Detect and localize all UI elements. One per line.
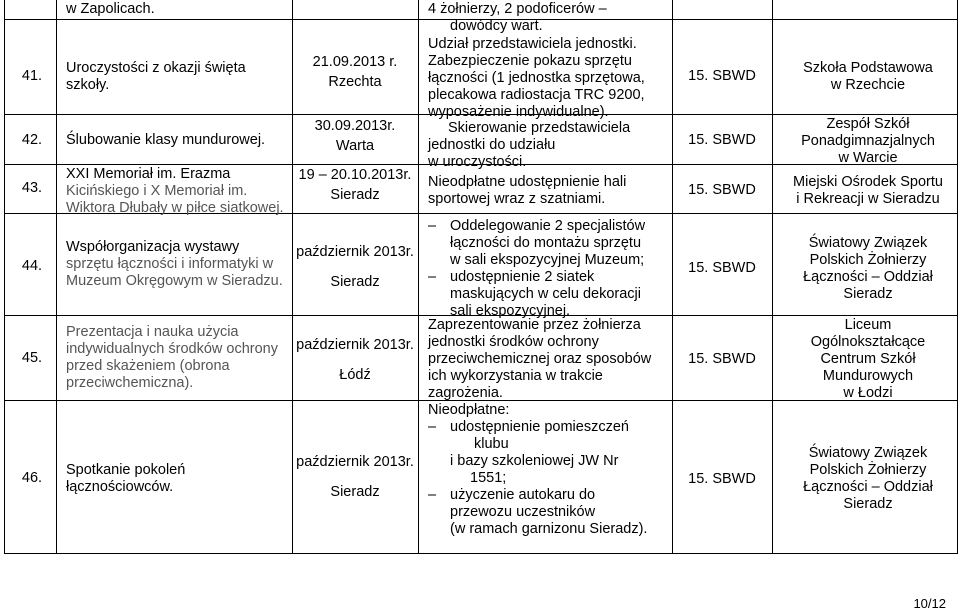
date-cell: październik 2013r. Sieradz: [296, 454, 414, 500]
event-cell: Ślubowanie klasy mundurowej.: [66, 132, 266, 148]
row-number: 44.: [21, 258, 43, 274]
row-number: 46.: [21, 470, 43, 486]
date-cell: październik 2013r. Sieradz: [296, 244, 414, 290]
scope-bullet: – udostępnienie 2 siatek maskujących w celu dekoracji sali ekspozycyjnej.: [428, 269, 672, 320]
col-line: [418, 0, 419, 554]
organizer-cell: 15. SBWD: [688, 182, 756, 198]
scope-cell: Skierowanie przedstawiciela jednostki do udziału w uroczystości.: [428, 120, 631, 170]
organizer-cell: 15. SBWD: [688, 471, 756, 487]
row-number: 41.: [21, 68, 43, 84]
scope-bullet: – udostępnienie pomieszczeń klubu i bazy szkoleniowej JW Nr 1551;: [428, 419, 672, 487]
scope-cell: [428, 218, 672, 320]
scope-cell: Zaprezentowanie przez żołnierza jednostki środków ochrony przeciwchemicznej oraz sposobów ich wykorzystania w trakcie zagrożenia.: [428, 317, 652, 401]
partner-cell: Światowy Związek Polskich Żołnierzy Łączności – Oddział Sieradz: [803, 445, 933, 512]
row-number: 45.: [21, 350, 43, 366]
partner-cell: Szkoła Podstawowa w Rzechcie: [803, 60, 933, 93]
scope-cell: Udział przedstawiciela jednostki. Zabezpieczenie pokazu sprzętu łączności (1 jednostka sprzętowa, plecakowa radiostacja TRC 9200, wyposażenie indywidualne).: [428, 36, 645, 120]
scope-cell: Nieodpłatne: – udostępnienie pomieszczeń klubu i bazy szkoleniowej JW Nr 1551; – użyczenie autokaru do przewozu uczestników (w ramach garnizonu Sieradz).: [428, 402, 672, 538]
partner-cell: Miejski Ośrodek Sportu i Rekreacji w Sieradzu: [793, 174, 943, 207]
event-cell-continued: w Zapolicach.: [66, 1, 155, 17]
partner-cell: Liceum Ogólnokształcące Centrum Szkół Mundurowych w Łodzi: [810, 317, 926, 401]
date-cell: 19 – 20.10.2013r. Sieradz: [298, 167, 412, 203]
partner-cell: Zespół Szkół Ponadgimnazjalnych w Warcie: [801, 116, 935, 166]
organizer-cell: 15. SBWD: [688, 68, 756, 84]
row-number: 42.: [21, 132, 43, 148]
event-cell: Prezentacja i nauka użycia indywidualnych środków ochrony przed skażeniem (obrona przeciwchemiczna).: [66, 324, 278, 391]
scope-cell-continued: 4 żołnierzy, 2 podoficerów – dowódcy wart.: [428, 1, 607, 34]
scope-cell: Nieodpłatne udostępnienie hali sportowej wraz z szatniami.: [428, 174, 627, 207]
table-bottom-line: [4, 553, 958, 554]
row-number: 43.: [21, 180, 43, 196]
scope-bullet: – Oddelegowanie 2 specjalistów łączności do montażu sprzętu w sali ekspozycyjnej Muzeum;: [428, 218, 672, 269]
organizer-cell: 15. SBWD: [688, 132, 756, 148]
scope-bullet: – użyczenie autokaru do przewozu uczestników (w ramach garnizonu Sieradz).: [428, 487, 672, 538]
event-cell: Współorganizacja wystawy sprzętu łączności i informatyki w Muzeum Okręgowym w Sieradzu.: [66, 239, 283, 289]
col-line: [4, 0, 5, 554]
page-number: 10/12: [913, 596, 946, 611]
partner-cell: Światowy Związek Polskich Żołnierzy Łączności – Oddział Sieradz: [803, 235, 933, 302]
organizer-cell: 15. SBWD: [688, 260, 756, 276]
date-cell: październik 2013r. Łódź: [296, 337, 414, 383]
date-cell: 30.09.2013r. Warta: [314, 118, 396, 154]
event-cell: Uroczystości z okazji święta szkoły.: [66, 60, 246, 93]
date-cell: 21.09.2013 r. Rzechta: [312, 54, 398, 90]
col-line: [56, 0, 57, 554]
col-line: [772, 0, 773, 554]
event-cell: XXI Memoriał im. Erazma Kicińskiego i X Memoriał im. Wiktora Dłubały w piłce siatkowej.: [66, 166, 284, 216]
event-cell: Spotkanie pokoleń łącznościowców.: [66, 462, 186, 495]
organizer-cell: 15. SBWD: [688, 351, 756, 367]
